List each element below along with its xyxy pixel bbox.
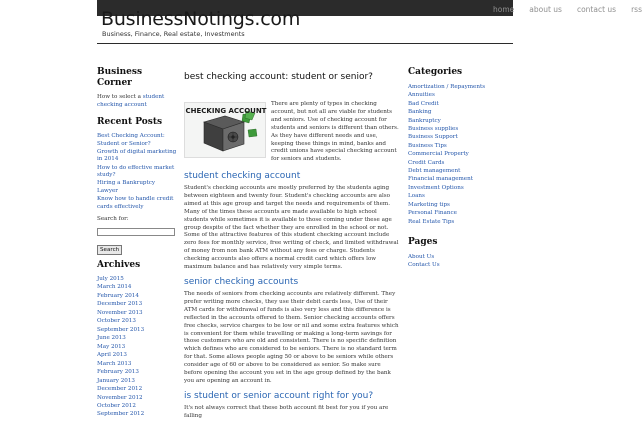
category-link[interactable]: Credit Cards (408, 159, 445, 166)
senior-account-heading: senior checking accounts (184, 276, 299, 287)
checking-account-image (184, 102, 266, 158)
archive-link[interactable]: September 2013 (97, 326, 145, 333)
recent-post-link[interactable]: Hiring a Bankruptcy Lawyer (97, 180, 156, 194)
nav-contact-link[interactable]: contact us (576, 5, 617, 14)
archives-heading: Archives (97, 259, 141, 270)
archives-list (97, 276, 177, 419)
archive-link[interactable]: May 2013 (97, 343, 126, 350)
pages-heading: Pages (408, 236, 438, 247)
archive-link[interactable]: February 2013 (97, 369, 139, 376)
search-input[interactable] (97, 228, 175, 236)
recent-post-link[interactable]: Know how to handle credit cards effectively (97, 195, 174, 210)
right-account-heading: is student or senior account right for you? (184, 390, 374, 401)
archive-link[interactable]: October 2013 (97, 318, 136, 325)
business-corner-text (97, 94, 177, 109)
student-account-heading: student checking account (184, 171, 301, 181)
category-link[interactable]: Bankruptcy (408, 117, 441, 124)
category-link[interactable]: Business supplies (408, 126, 459, 133)
archive-link[interactable]: July 2015 (97, 275, 124, 282)
business-corner-prefix: How to select a (97, 94, 143, 100)
archive-link[interactable]: March 2014 (97, 284, 132, 291)
category-link[interactable]: Bad Credit (408, 100, 439, 107)
category-link[interactable]: Amortization / Repayments (408, 84, 486, 90)
pages-list (408, 253, 508, 270)
intro-paragraph: There are plenty of types in checking account, but not all are viable for students and seniors. Use of checking account for students and seniors is different than others. As they have different needs and use, keeping these things in mind, banks and credit unions have special checking account for seniors and students. (271, 101, 399, 163)
right-account-text: It's not always correct that these both account fit best for you if you are falling (184, 404, 389, 419)
archive-link[interactable]: January 2013 (97, 377, 135, 384)
left-sidebar (97, 67, 177, 420)
recent-posts-list (97, 133, 177, 211)
category-link[interactable]: Personal Finance (408, 210, 457, 217)
archive-link[interactable]: November 2013 (97, 309, 143, 316)
recent-post-link[interactable]: How to do effective market study? (97, 164, 175, 179)
nav-rss-link[interactable]: rss (631, 5, 642, 14)
archive-link[interactable]: February 2014 (97, 292, 139, 299)
recent-post-link[interactable]: Growth of digital marketing in 2014 (97, 148, 177, 163)
right-sidebar (408, 67, 508, 270)
category-link[interactable]: Business Tips (408, 142, 447, 149)
main-content (184, 72, 399, 426)
business-corner-heading: Business Corner (97, 67, 143, 88)
nav-about-link[interactable]: about us (529, 5, 562, 14)
category-link[interactable]: Loans (408, 193, 425, 200)
category-link[interactable]: Real Estate Tips (408, 218, 455, 225)
search-label: Search for: (97, 216, 129, 223)
archive-link[interactable]: March 2013 (97, 360, 132, 367)
safe-box-illustration (185, 103, 267, 159)
categories-heading: Categories (408, 67, 463, 77)
archive-link[interactable]: September 2012 (97, 411, 145, 418)
senior-account-text: The needs of seniors from checking accounts are relatively different. They prefer writing more checks, they use their debit cards less, Use of their ATM cards for withdrawal of funds is also very less and this difference is reflected in the accounts offered to them. Senior checking accounts offers free checks, service charges to be low or nil and some extra features which is convenient for them while travelling or making a long-term savings for those customers who are old and consistent. There is no specific definition which defines who are considered to be seniors. There is no standard term for that. Some allows people aging 50 or above to be seniors while others consider age of 60 or above to be considered as senior. So make sure before opening the account you set in the age group defined by the bank you are opening an account in. (184, 290, 399, 384)
search-button[interactable]: Search (97, 245, 122, 255)
category-link[interactable]: Annuities (408, 92, 435, 99)
category-link[interactable]: Commercial Property (408, 151, 469, 158)
page-link-contact[interactable]: Contact Us (408, 262, 440, 269)
page-link-about[interactable]: About Us (408, 253, 435, 260)
archive-link[interactable]: April 2013 (97, 352, 127, 359)
top-nav (493, 5, 642, 14)
image-caption: CHECKING ACCOUNT (185, 107, 267, 115)
category-link[interactable]: Debt management (408, 168, 461, 175)
archive-link[interactable]: October 2012 (97, 402, 136, 409)
post-title[interactable]: best checking account: student or senior? (184, 72, 373, 82)
recent-post-link[interactable]: Best Checking Account: Student or Senior? (97, 133, 165, 147)
archive-link[interactable]: December 2013 (97, 301, 143, 308)
category-link[interactable]: Business Support (408, 134, 458, 141)
archive-link[interactable]: June 2013 (97, 335, 126, 342)
archive-link[interactable]: December 2012 (97, 386, 143, 393)
site-tagline: Business, Finance, Real estate, Investments (102, 30, 245, 38)
archive-link[interactable]: November 2012 (97, 394, 143, 401)
header-divider (97, 43, 513, 44)
categories-list (408, 83, 508, 226)
post-intro (184, 87, 399, 163)
recent-posts-heading: Recent Posts (97, 117, 163, 128)
site-title[interactable]: BusinessNotings.com (101, 8, 301, 30)
business-corner-link[interactable]: student checking account (97, 94, 165, 108)
category-link[interactable]: Marketing tips (408, 201, 450, 208)
category-link[interactable]: Investment Options (408, 184, 464, 191)
category-link[interactable]: Financial management (408, 176, 473, 183)
nav-home-link[interactable]: home (493, 5, 515, 14)
category-link[interactable]: Banking (408, 109, 432, 116)
student-account-text: Student's checking accounts are mostly preferred by the students aging between eighteen and twenty four. Student's checking accounts are also aimed at this age group and target the needs and requirements of them. Many of the times these accounts are made available to high school students while sometimes it is available to those coming under these age group despite of the fact whether they are enrolled in the school or not. Some of the attractive features of this student checking account include zero fees for monthly service, free writing of check, and limited withdrawal of money from non bank ATM without any fees or charge. Students checking accounts also offers a normal credit card which offers low maximum balance and has relatively very simple terms. (184, 185, 399, 271)
